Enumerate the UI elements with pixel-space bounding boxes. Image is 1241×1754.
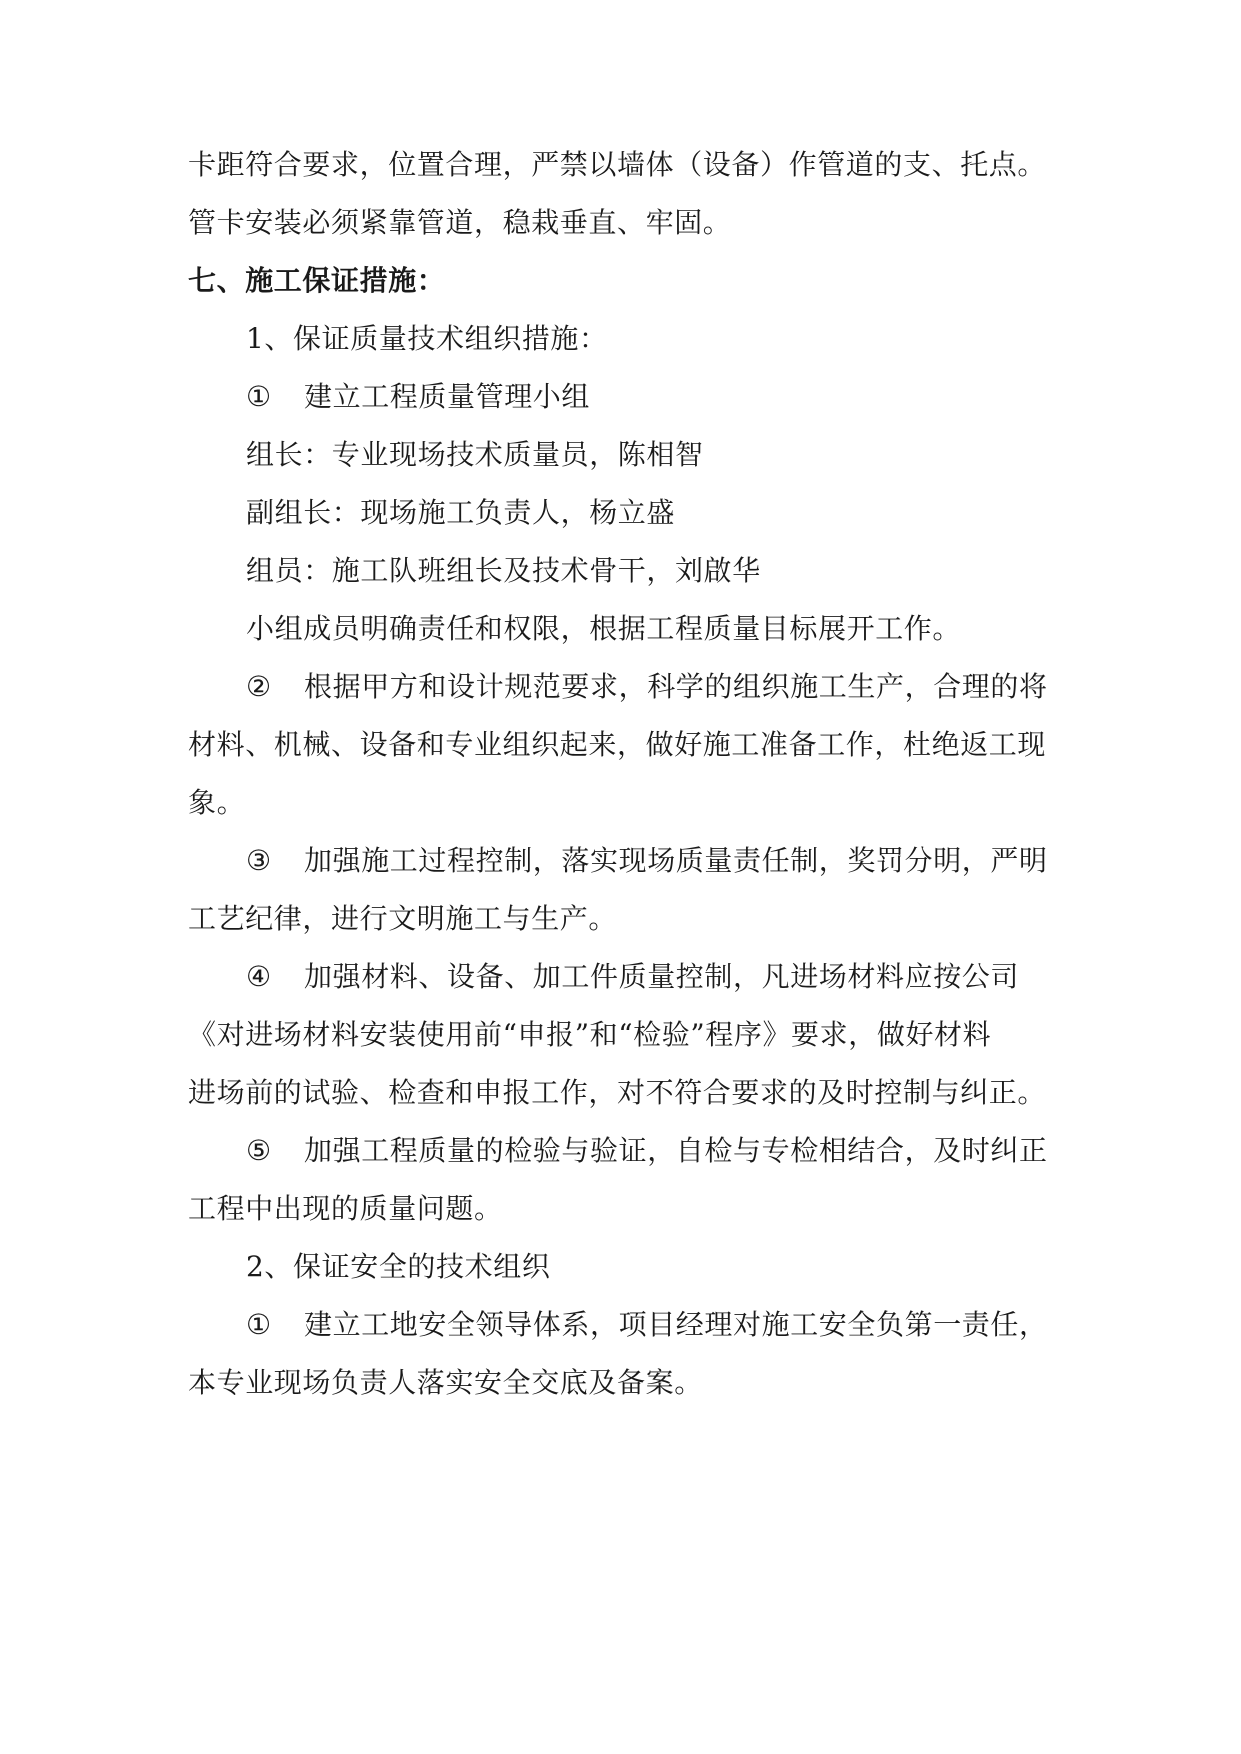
item-number-marker: ⑤ [246,1134,272,1167]
list-item-continuation: 进场前的试验、检查和申报工作，对不符合要求的及时控制与纠正。 [188,1076,1047,1109]
item-number-marker: ③ [246,844,272,877]
team-duty-line: 小组成员明确责任和权限，根据工程质量目标展开工作。 [246,612,962,645]
item-number-marker: ① [246,1308,272,1341]
list-item [246,1131,1048,1171]
list-item [246,957,1019,997]
subsection-title: 1、保证质量技术组织措施： [246,322,608,355]
list-item [246,377,590,417]
body-text-line: 卡距符合要求，位置合理，严禁以墙体（设备）作管道的支、托点。 [188,148,1047,181]
list-item-text: 根据甲方和设计规范要求，科学的组织施工生产，合理的将 [304,670,1048,703]
item-number-marker: ② [246,670,272,703]
list-item [246,667,1048,707]
list-item [246,1305,1048,1345]
list-item-continuation: 本专业现场负责人落实安全交底及备案。 [188,1366,703,1399]
team-leader-line: 组长：专业现场技术质量员，陈相智 [246,438,704,471]
section-heading: 七、施工保证措施： [188,264,446,297]
item-number-marker: ① [246,380,272,413]
list-item-text: 加强工程质量的检验与验证，自检与专检相结合，及时纠正 [304,1134,1048,1167]
subsection-title: 2、保证安全的技术组织 [246,1250,551,1283]
list-item-continuation: 工程中出现的质量问题。 [188,1192,503,1225]
list-item-text: 加强施工过程控制，落实现场质量责任制，奖罚分明，严明 [304,844,1048,877]
body-text-line: 管卡安装必须紧靠管道，稳栽垂直、牢固。 [188,206,732,239]
list-item-continuation: 工艺纪律，进行文明施工与生产。 [188,902,618,935]
list-item-text: 建立工地安全领导体系，项目经理对施工安全负第一责任， [304,1308,1048,1341]
team-members-line: 组员：施工队班组长及技术骨干，刘啟华 [246,554,761,587]
list-item-continuation: 材料、机械、设备和专业组织起来，做好施工准备工作，杜绝返工现 [188,728,1047,761]
list-item-text: 加强材料、设备、加工件质量控制，凡进场材料应按公司 [304,960,1020,993]
team-deputy-line: 副组长：现场施工负责人，杨立盛 [246,496,676,529]
list-item-text: 建立工程质量管理小组 [304,380,591,413]
item-number-marker: ④ [246,960,272,993]
list-item-continuation: 象。 [188,786,246,819]
list-item [246,841,1048,881]
list-item-continuation: 《对进场材料安装使用前“申报”和“检验”程序》要求，做好材料 [188,1018,992,1051]
